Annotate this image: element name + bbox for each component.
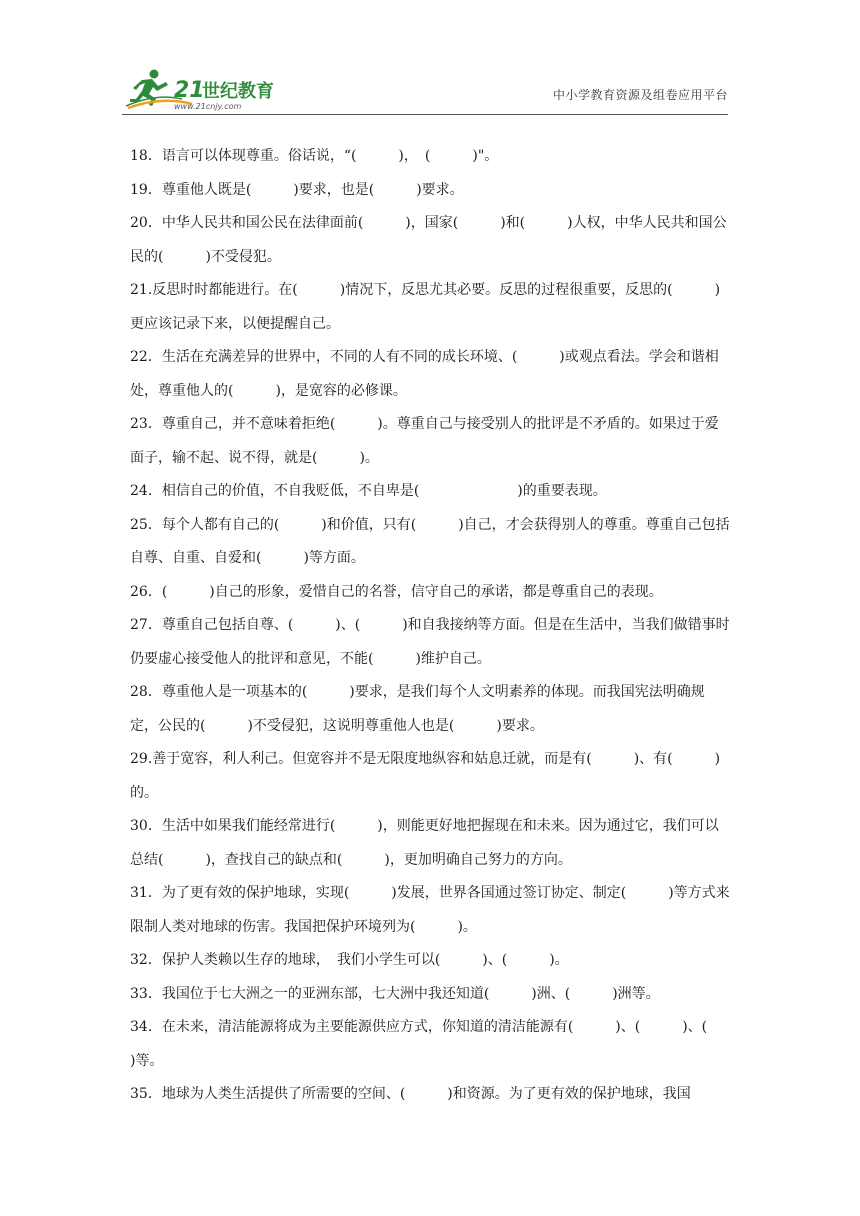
question-33: 33．我国位于七大洲之一的亚洲东部，七大洲中我还知道( )洲、( )洲等。 [130, 985, 660, 1002]
question-20: 20．中华人民共和国公民在法律面前( )，国家( )和( )人权，中华人民共和国公民的( )不受侵犯。 [130, 215, 727, 265]
question-18: 18．语言可以体现尊重。俗话说，“( )， ( )"。 [130, 148, 499, 164]
question-23: 23．尊重自己，并不意味着拒绝( )。尊重自己与接受别人的批评是不矛盾的。如果过于爱面子，输不起、说不得，就是( )。 [130, 416, 719, 466]
question-29: 29.善于宽容，利人利己。但宽容并不是无限度地纵容和姑息迁就，而是有( )、有( )的。 [130, 751, 721, 801]
question-list [130, 140, 750, 1112]
question-35: 35．地球为人类生活提供了所需要的空间、( )和资源。为了更有效的保护地球，我国 [130, 1086, 691, 1102]
question-34: 34．在未来，清洁能源将成为主要能源供应方式，你知道的清洁能源有( )、( )、( )等。 [130, 1019, 750, 1069]
question-22: 22．生活在充满差异的世界中，不同的人有不同的成长环境、( )或观点看法。学会和谐相处，尊重他人的( )，是宽容的必修课。 [130, 349, 719, 399]
platform-name: 中小学教育资源及组卷应用平台 [552, 88, 728, 102]
question-26: 26．( )自己的形象，爱惜自己的名誉，信守自己的承诺，都是尊重自己的表现。 [130, 583, 663, 600]
page-header [122, 66, 728, 112]
question-27: 27．尊重自己包括自尊、( )、( )和自我接纳等方面。但是在生活中，当我们做错事时仍要虚心接受他人的批评和意见，不能( )维护自己。 [130, 617, 730, 667]
question-30: 30．生活中如果我们能经常进行( )，则能更好地把握现在和未来。因为通过它，我们可以总结( )，查找自己的缺点和( )，更加明确自己努力的方向。 [130, 818, 719, 868]
question-25: 25．每个人都有自己的( )和价值，只有( )自己，才会获得别人的尊重。尊重自己包括自尊、自重、自爱和( )等方面。 [130, 516, 730, 566]
question-32: 32．保护人类赖以生存的地球， 我们小学生可以( )、( )。 [130, 952, 569, 968]
question-28: 28．尊重他人是一项基本的( )要求，是我们每个人文明素养的体现。而我国宪法明确规定，公民的( )不受侵犯，这说明尊重他人也是( )要求。 [130, 684, 705, 734]
question-24: 24．相信自己的价值，不自我贬低，不自卑是( )的重要表现。 [130, 483, 607, 499]
header-divider [122, 114, 728, 115]
question-19: 19．尊重他人既是( )要求，也是( )要求。 [130, 181, 464, 198]
svg-text:www.21cnjy.com: www.21cnjy.com [174, 102, 242, 111]
question-21: 21.反思时时都能进行。在( )情况下，反思尤其必要。反思的过程很重要，反思的( )更应该记录下来，以便提醒自己。 [130, 282, 721, 332]
svg-text:世纪教育: 世纪教育 [202, 81, 274, 102]
svg-text:21: 21 [174, 78, 205, 103]
question-31: 31．为了更有效的保护地球，实现( )发展，世界各国通过签订协定、制定( )等方式来限制人类对地球的伤害。我国把保护环境列为( )。 [130, 885, 730, 935]
logo-21cnjy-icon [122, 66, 302, 112]
